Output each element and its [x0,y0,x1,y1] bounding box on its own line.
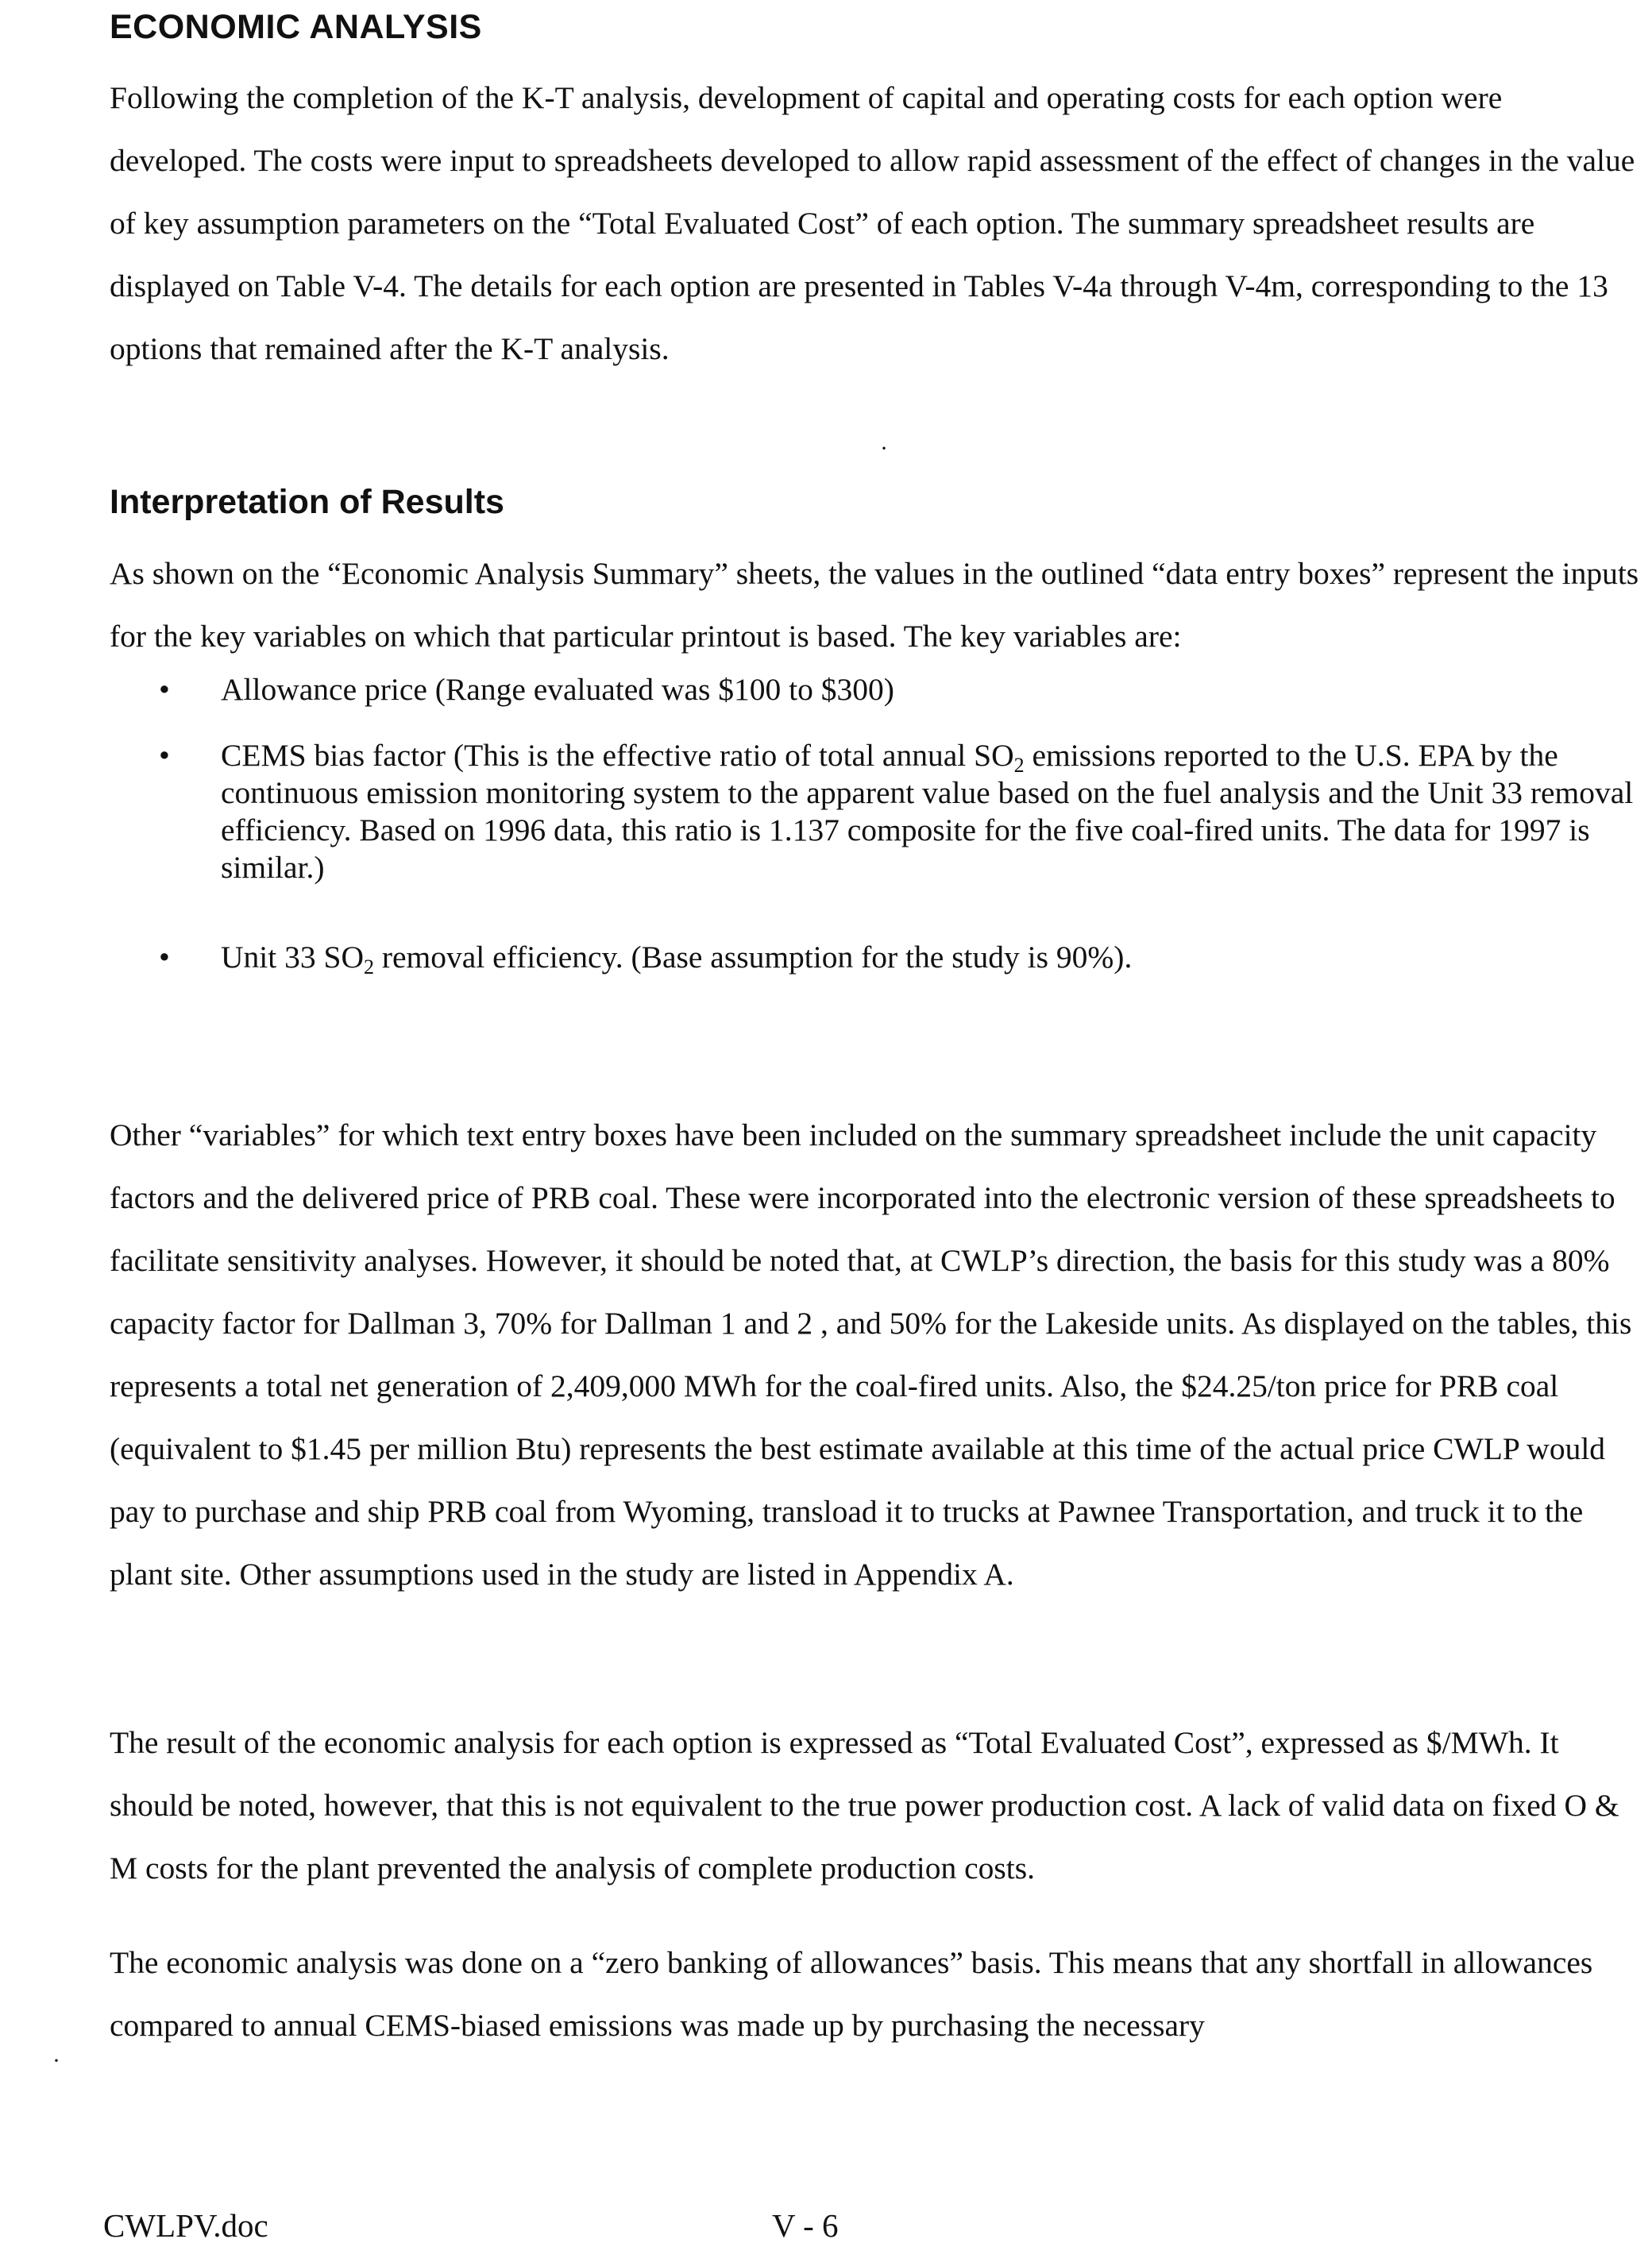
key-variables-intro: As shown on the “Economic Analysis Summary” sheets, the values in the outlined “data entry boxes” represent the inputs for the key variables on which that particular printout is based. The key variables are: [110,556,1639,654]
result-paragraph: The result of the economic analysis for each option is expressed as “Total Evaluated Cost”, expressed as $/MWh. It should be noted, however, that this is not equivalent to the true power production cost. A lack of valid data on fixed O & M costs for the plant prevented the analysis of complete production costs. [110,1725,1619,1886]
list-item-text: Unit 33 $SO_2$ removal efficiency. (Base assumption for the study is 90%). [221,940,1133,979]
intro-paragraph: Following the completion of the K-T analysis, development of capital and operating costs for each option were developed. The costs were input to spreadsheets developed to allow rapid assessment of the effect of changes in the value of key assumption parameters on the “Total Evaluated Cost” of each option. The summary spreadsheet results are displayed on Table V-4. The details for each option are presented in Tables V-4a through V-4m, corresponding to the 13 options that remained after the K-T analysis. [110,80,1635,366]
bullet-icon: • [159,672,170,707]
key-variables-list [159,671,1652,979]
variables-paragraph: Other “variables” for which text entry boxes have been included on the summary spreadsheet include the unit capacity factors and the delivered price of PRB coal. These were incorporated into the electronic version of these spreadsheets to facilitate sensitivity analyses. However, it should be noted that, at CWLP’s direction, the basis for this study was a 80% capacity factor for Dallman 3, 70% for Dallman 1 and 2 , and 50% for the Lakeside units. As displayed on the tables, this represents a total net generation of 2,409,000 MWh for the coal-fired units. Also, the $24.25/ton price for PRB coal (equivalent to $1.45 per million Btu) represents the best estimate available at this time of the actual price CWLP would pay to purchase and ship PRB coal from Wyoming, transload it to trucks at Pawnee Transportation, and truck it to the plant site. Other assumptions used in the study are listed in Appendix A. [110,1117,1632,1592]
stray-mark: · [880,435,888,461]
list-item [159,671,1652,708]
list-item-text: Allowance price (Range evaluated was $100 to $300) [221,672,894,707]
footer-filename: CWLPV.doc [103,2207,268,2244]
list-item [159,737,1652,886]
bullet-icon: • [159,738,170,773]
subscript: 2 [363,955,374,979]
bullet-icon: • [159,940,170,975]
subsection-heading: Interpretation of Results [110,483,504,521]
list-item [159,939,1652,979]
stray-mark: · [52,2048,60,2074]
footer-page-number: V - 6 [772,2207,839,2244]
subscript: 2 [1013,754,1025,777]
section-heading: ECONOMIC ANALYSIS [110,8,482,46]
list-item-text: CEMS bias factor (This is the effective ratio of total annual $SO_2$ emissions reported to the U.S. EPA by the continuous emission monitoring system to the apparent value based on the fuel analysis and the Unit 33 removal efficiency. Based on 1996 data, this ratio is 1.137 composite for the five coal-fired units. The data for 1997 is similar.) [221,738,1634,885]
banking-paragraph: The economic analysis was done on a “zero banking of allowances” basis. This means that any shortfall in allowances compared to annual CEMS-biased emissions was made up by purchasing the necessary [110,1945,1593,2043]
